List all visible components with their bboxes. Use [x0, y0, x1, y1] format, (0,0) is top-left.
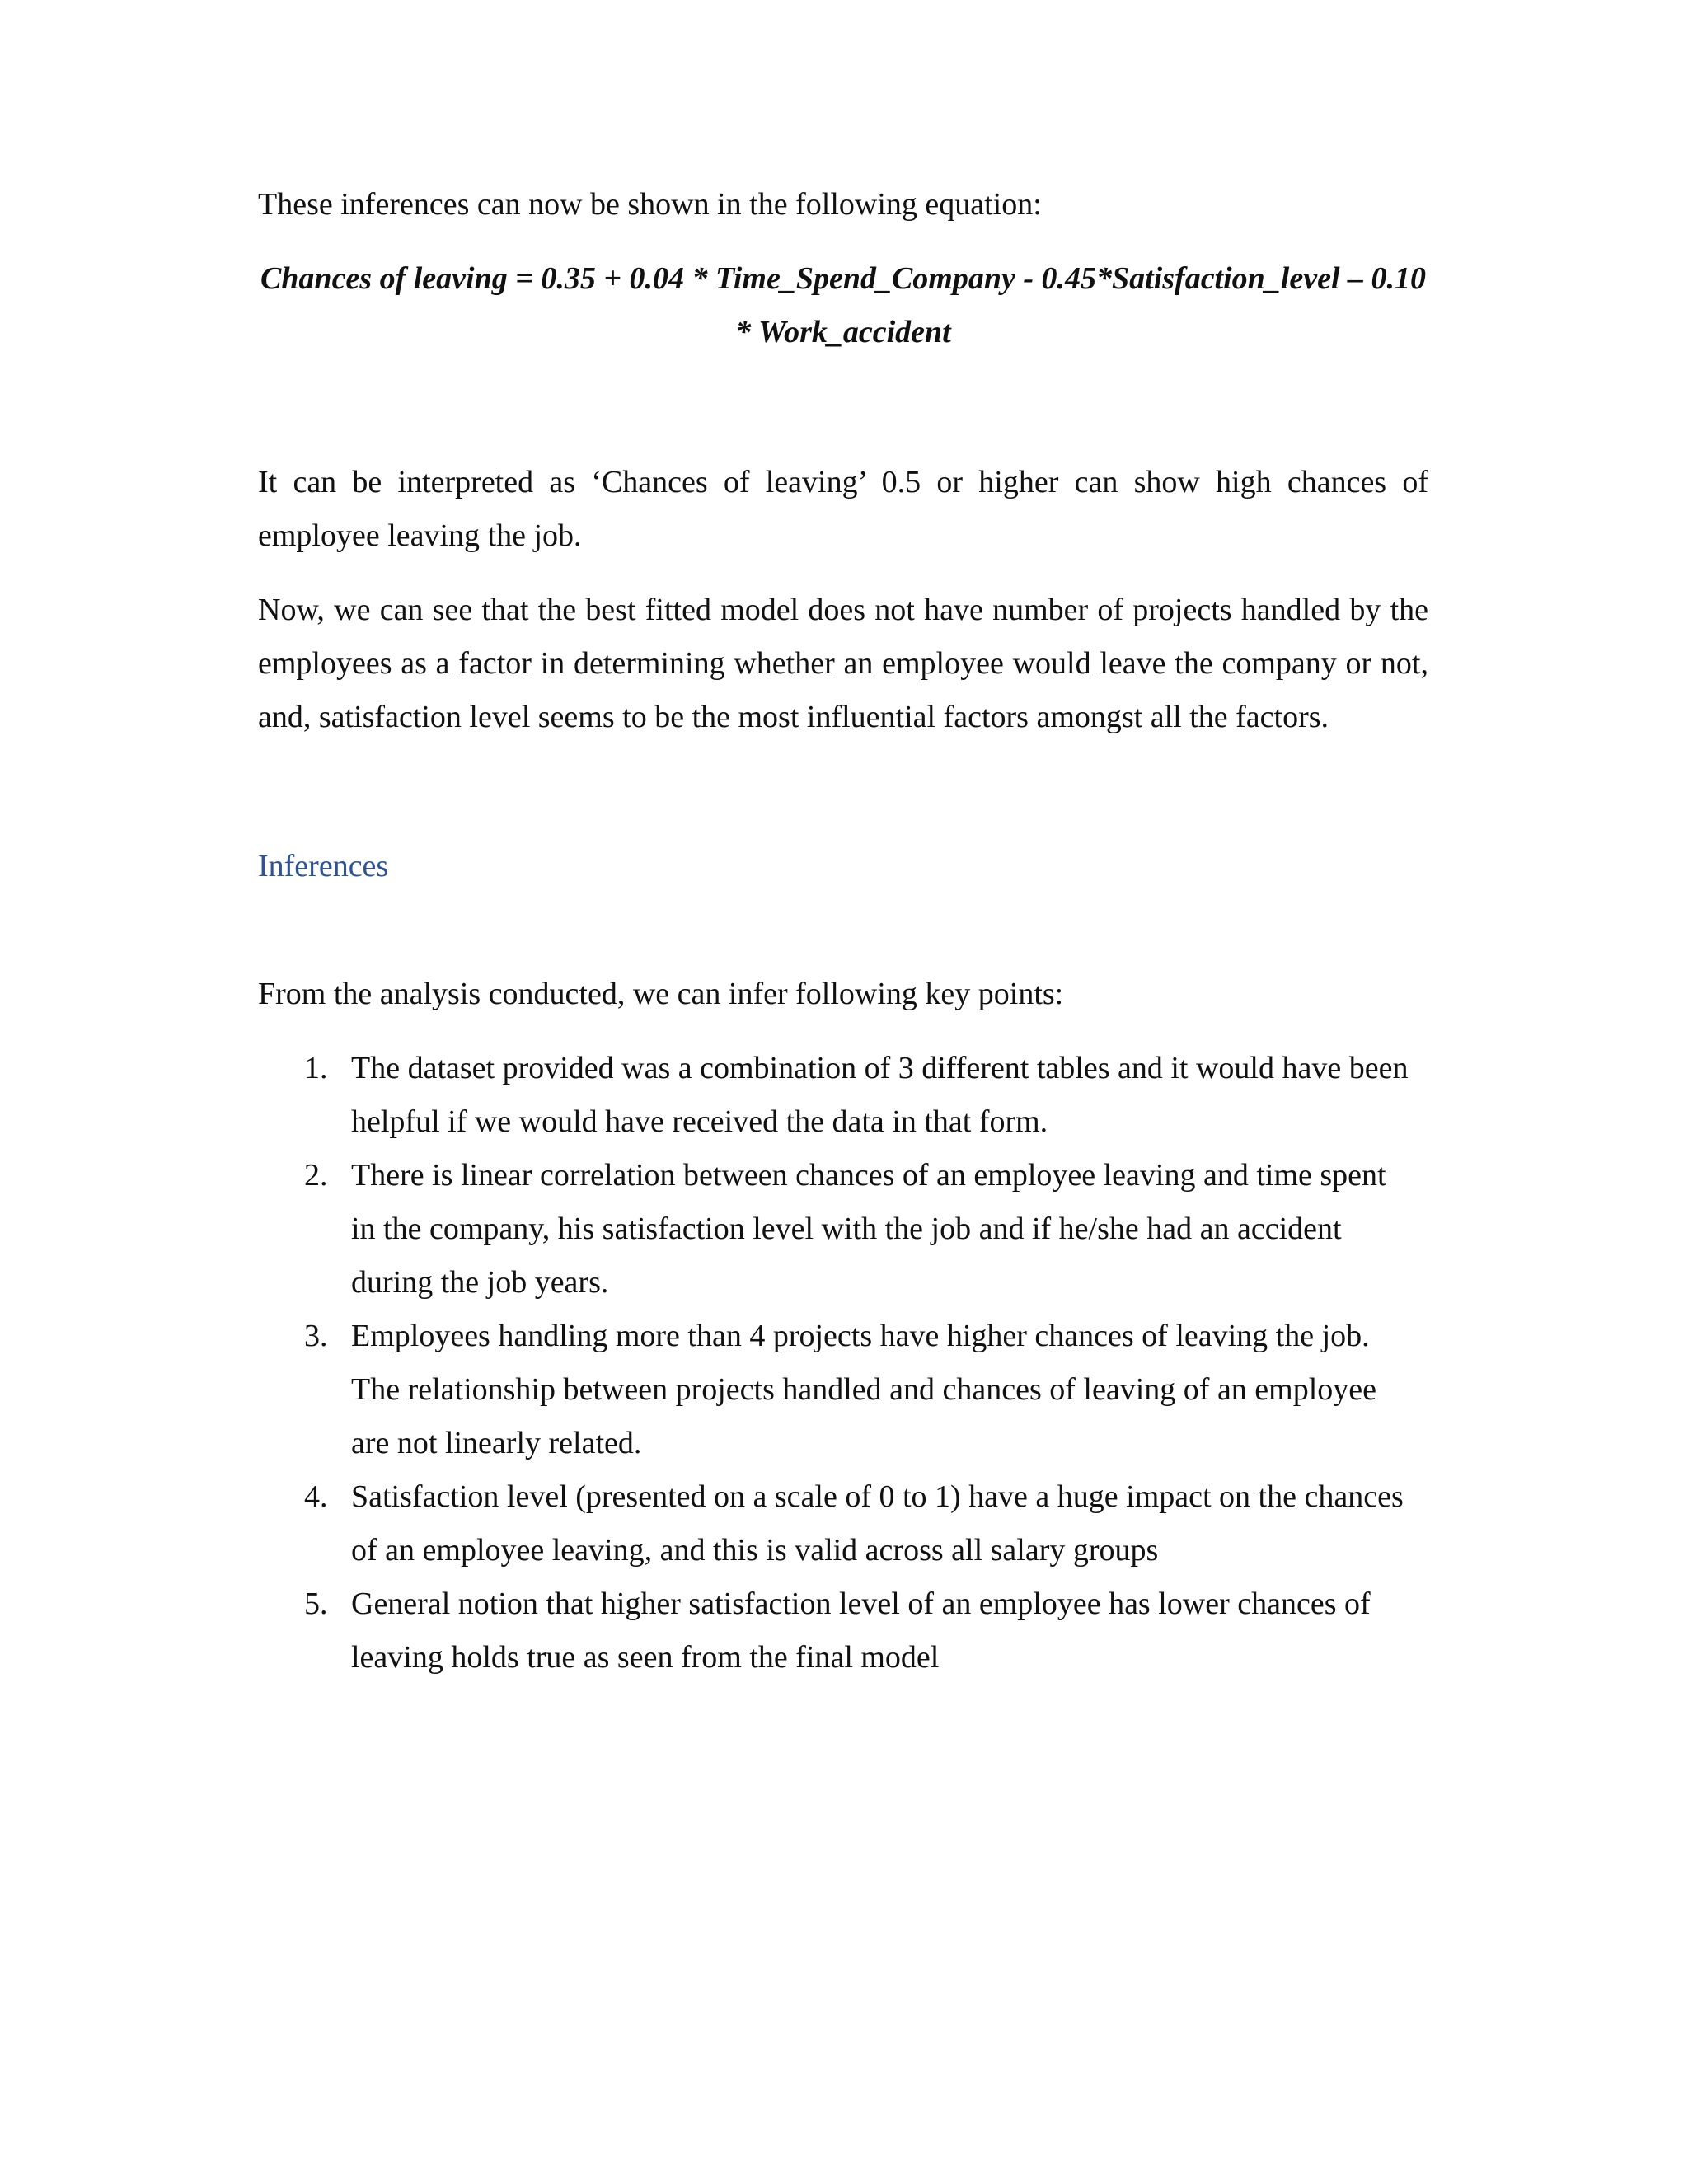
document-page	[258, 0, 1428, 2184]
section-heading: Inferences	[258, 849, 389, 883]
list-text: Employees handling more than 4 projects have higher chances of leaving the job. The relationship between projects handled and chances of leaving of an employee are not linearly related.	[351, 1319, 1377, 1460]
list-number: 3.	[304, 1319, 328, 1353]
interpretation-paragraph: It can be interpreted as ‘Chances of leaving’ 0.5 or higher can show high chances of employee leaving the job.	[258, 465, 1428, 553]
list-text: General notion that higher satisfaction level of an employee has lower chances of leaving holds true as seen from the final model	[351, 1586, 1371, 1675]
key-points-list	[258, 1042, 1428, 1685]
model-note-paragraph: Now, we can see that the best fitted model does not have number of projects handled by the employees as a factor in determining whether an employee would leave the company or not, and, satisfaction level seems to be the most influential factors amongst all the factors.	[258, 593, 1428, 734]
list-item	[258, 1310, 1428, 1470]
list-number: 2.	[304, 1158, 328, 1193]
section-lead-paragraph: From the analysis conducted, we can infer following key points:	[258, 977, 1064, 1011]
list-item	[258, 1149, 1428, 1310]
list-text: The dataset provided was a combination of 3 different tables and it would have been helpful if we would have received the data in that form.	[351, 1051, 1409, 1139]
equation-line-1: Chances of leaving = 0.35 + 0.04 * Time_Spend_Company - 0.45*Satisfaction_level – 0.10	[260, 261, 1427, 296]
list-text: There is linear correlation between chances of an employee leaving and time spent in the company, his satisfaction level with the job and if he/she had an accident during the job years.	[351, 1158, 1386, 1300]
list-number: 4.	[304, 1479, 328, 1514]
list-item	[258, 1577, 1428, 1685]
list-number: 5.	[304, 1586, 328, 1621]
list-item	[258, 1042, 1428, 1149]
intro-paragraph: These inferences can now be shown in the following equation:	[258, 187, 1042, 222]
list-item	[258, 1470, 1428, 1577]
list-text: Satisfaction level (presented on a scale of 0 to 1) have a huge impact on the chances of an employee leaving, and this is valid across all salary groups	[351, 1479, 1404, 1568]
equation-line-2: * Work_accident	[735, 315, 951, 349]
list-number: 1.	[304, 1051, 328, 1085]
